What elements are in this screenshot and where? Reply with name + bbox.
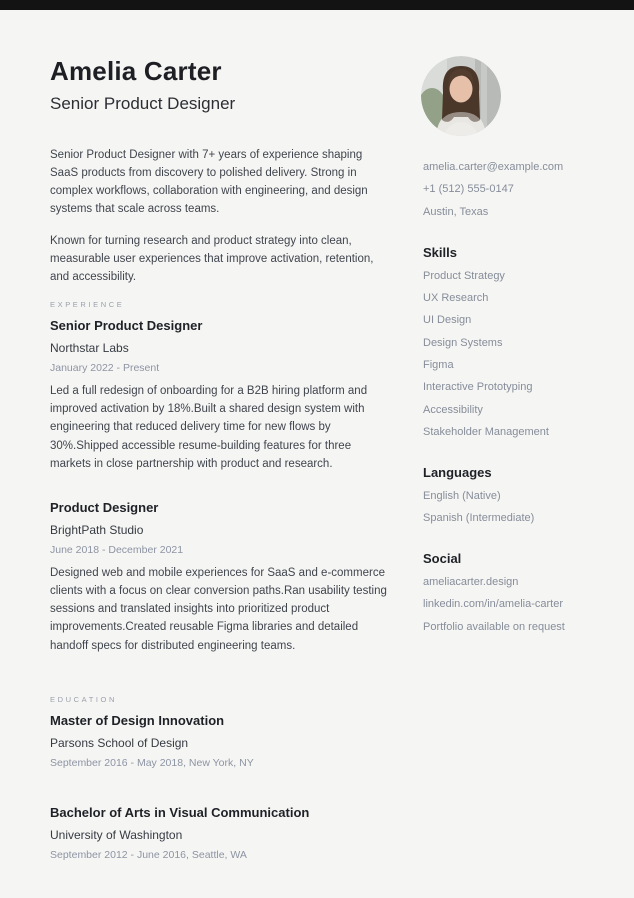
degree-title: Master of Design Innovation (50, 712, 225, 728)
languages-section (423, 465, 584, 526)
education-section-label: EDUCATION (50, 694, 118, 704)
summary-section (50, 146, 390, 286)
education-entry (50, 713, 390, 769)
summary-paragraph: Known for turning research and product strategy into clean, measurable user experiences that improve activation, retention, and accessibility. (50, 234, 374, 283)
resume-page (0, 10, 634, 897)
experience-section (50, 300, 390, 655)
job-dates: January 2022 - Present (50, 362, 160, 375)
experience-section-label: EXPERIENCE (50, 300, 125, 310)
skills-heading: Skills (423, 244, 457, 260)
contact-section (423, 160, 584, 220)
skill-item: UI Design (423, 314, 472, 327)
candidate-name: Amelia Carter (50, 56, 222, 86)
skill-item: Stakeholder Management (423, 425, 549, 438)
location-text: Austin, Texas (423, 205, 489, 218)
skill-item: Interactive Prototyping (423, 381, 533, 394)
company-name: BrightPath Studio (50, 522, 144, 537)
degree-title: Bachelor of Arts in Visual Communication (50, 804, 310, 820)
social-heading: Social (423, 550, 462, 566)
school-name: Parsons School of Design (50, 735, 189, 750)
skill-item: UX Research (423, 291, 489, 304)
candidate-title: Senior Product Designer (50, 94, 236, 113)
languages-heading: Languages (423, 464, 492, 480)
skill-item: Product Strategy (423, 269, 505, 282)
experience-entry (50, 500, 390, 655)
skill-item: Accessibility (423, 403, 483, 416)
avatar (421, 56, 501, 136)
sidebar-column (423, 56, 584, 897)
website-text: ameliacarter.design (423, 575, 519, 588)
top-accent-bar (0, 0, 634, 10)
school-name: University of Washington (50, 827, 183, 842)
job-title: Product Designer (50, 499, 159, 515)
profile-photo (421, 56, 501, 136)
job-title: Senior Product Designer (50, 318, 203, 334)
skills-section (423, 245, 584, 440)
language-item: English (Native) (423, 489, 501, 502)
education-section (50, 695, 390, 861)
education-dates: September 2016 - May 2018, New York, NY (50, 756, 254, 769)
phone-text: +1 (512) 555-0147 (423, 183, 514, 196)
company-name: Northstar Labs (50, 341, 129, 356)
portfolio-note-text: Portfolio available on request (423, 620, 565, 633)
job-description: Led a full redesign of onboarding for a B2B hiring platform and improved activation by 18%.Built a shared design system with engineering that reduced delivery time for new flows by 30%.Shipped accessible resume-building features for three markets in close partnership with product and research. (50, 385, 368, 470)
job-description: Designed web and mobile experiences for SaaS and e-commerce clients with a focus on clear conversion paths.Ran usability testing sessions and translated insights into prioritized product improvements.Created reusable Figma libraries and detailed handoff specs for distributed engineering teams. (50, 566, 387, 652)
education-dates: September 2012 - June 2016, Seattle, WA (50, 848, 247, 861)
social-section (423, 551, 584, 635)
email-text: amelia.carter@example.com (423, 161, 564, 173)
experience-entry (50, 318, 390, 473)
main-column (50, 56, 390, 897)
education-entry (50, 805, 390, 861)
skill-item: Design Systems (423, 336, 503, 349)
linkedin-text: linkedin.com/in/amelia-carter (423, 598, 563, 611)
skill-item: Figma (423, 358, 454, 371)
language-item: Spanish (Intermediate) (423, 512, 535, 525)
summary-paragraph: Senior Product Designer with 7+ years of experience shaping SaaS products from discovery to polished delivery. Strong in complex workflows, collaboration with engineering, and design systems that scale across teams. (50, 149, 368, 216)
job-dates: June 2018 - December 2021 (50, 543, 184, 556)
